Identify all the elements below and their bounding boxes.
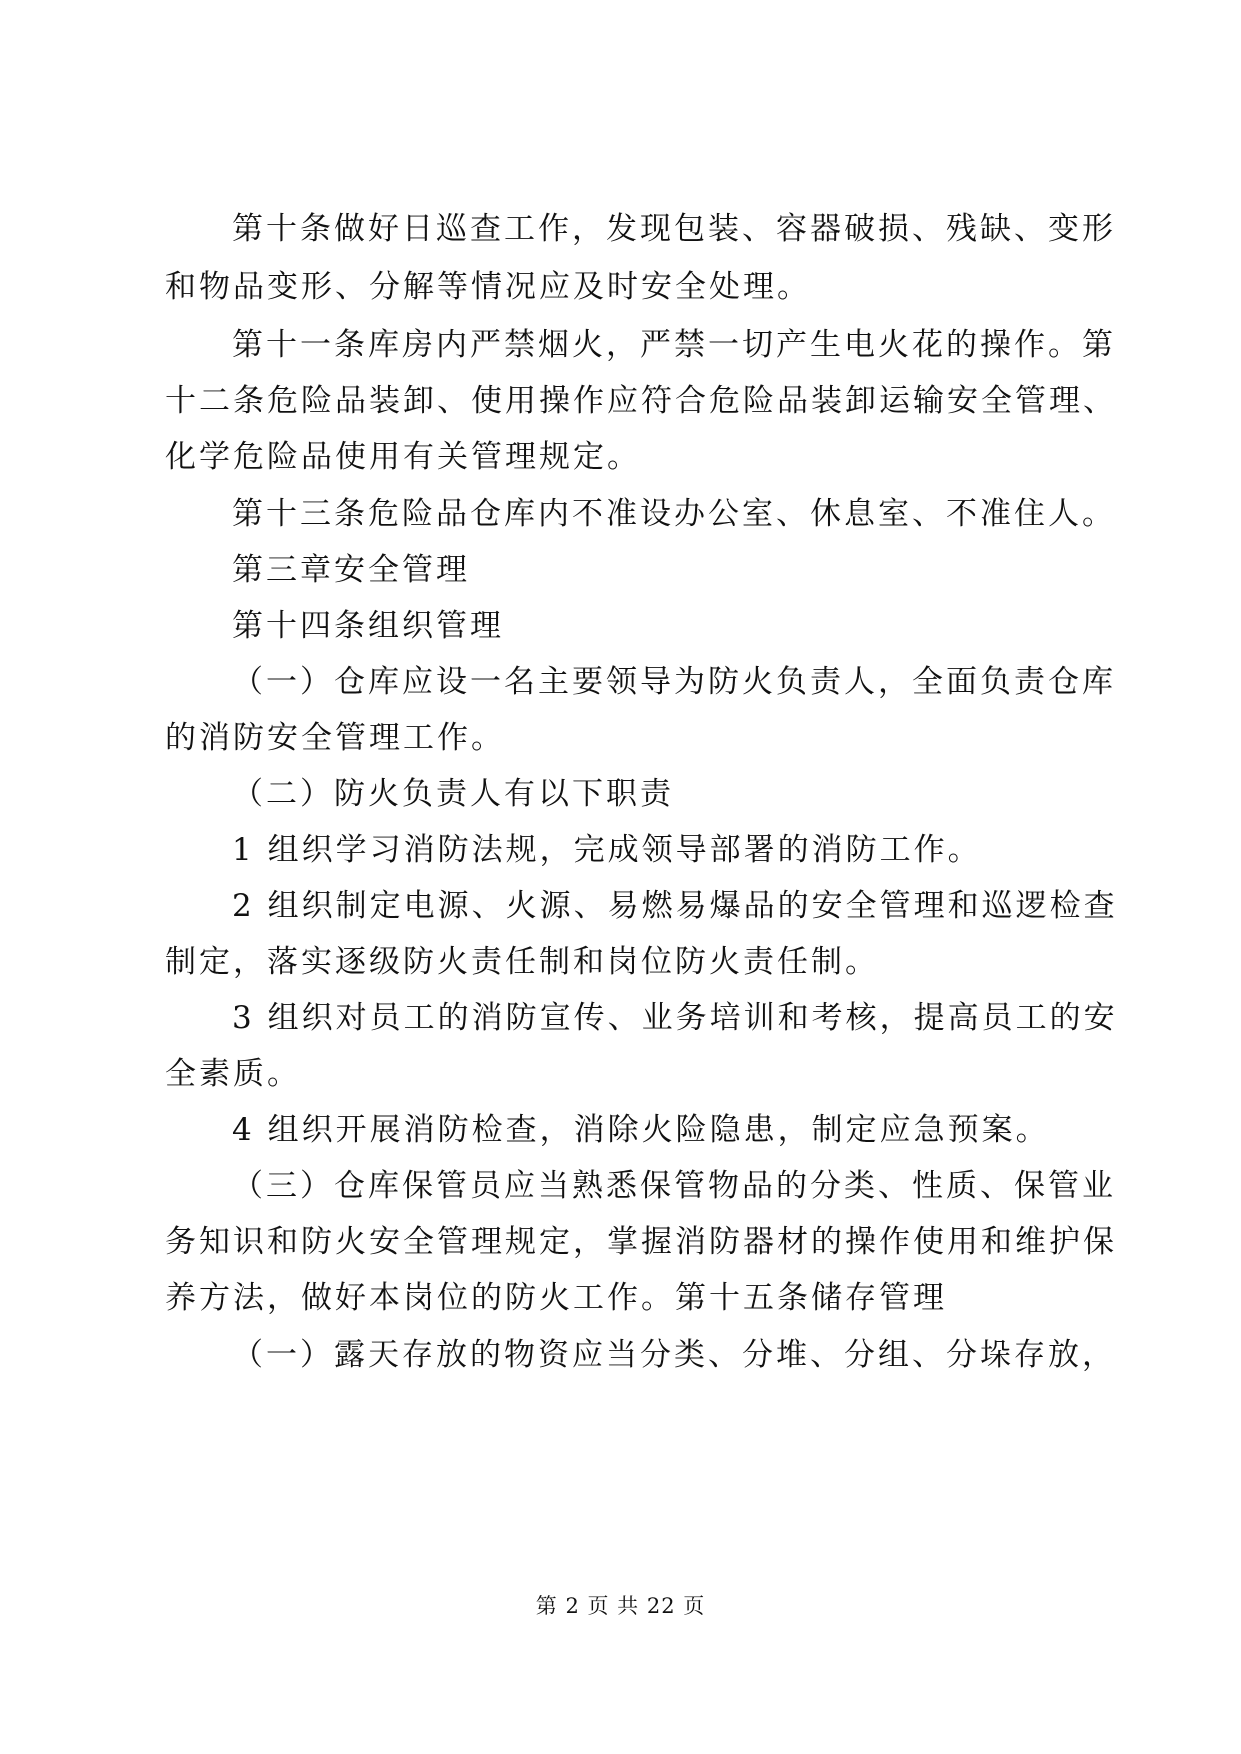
text-line-11: （二）防火负责人有以下职责 — [232, 776, 674, 812]
text-line-6: 第十三条危险品仓库内不准设办公室、休息室、不准住人。 — [232, 496, 1116, 532]
text-line-18: （三）仓库保管员应当熟悉保管物品的分类、性质、保管业 — [232, 1168, 1116, 1204]
text-line-19: 务知识和防火安全管理规定，掌握消防器材的操作使用和维护保 — [165, 1224, 1117, 1260]
text-line-4: 十二条危险品装卸、使用操作应符合危险品装卸运输安全管理、 — [165, 383, 1117, 419]
article-heading: 第十四条组织管理 — [232, 608, 504, 644]
chapter-heading: 第三章安全管理 — [232, 552, 470, 588]
text-line-20: 养方法，做好本岗位的防火工作。第十五条储存管理 — [165, 1280, 947, 1316]
text-line-10: 的消防安全管理工作。 — [165, 720, 505, 756]
text-line-2: 和物品变形、分解等情况应及时安全处理。 — [165, 269, 811, 305]
text-line-21: （一）露天存放的物资应当分类、分堆、分组、分垛存放， — [232, 1337, 1116, 1373]
page-number-footer: 第 2 页 共 22 页 — [535, 1594, 706, 1618]
text-line-5: 化学危险品使用有关管理规定。 — [165, 439, 641, 475]
text-line-17: 4 组织开展消防检查，消除火险隐患，制定应急预案。 — [232, 1112, 1050, 1148]
text-line-16: 全素质。 — [165, 1056, 301, 1092]
text-line-15: 3 组织对员工的消防宣传、业务培训和考核，提高员工的安 — [232, 1000, 1118, 1036]
text-line-12: 1 组织学习消防法规，完成领导部署的消防工作。 — [232, 832, 982, 868]
text-line-1: 第十条做好日巡查工作，发现包装、容器破损、残缺、变形 — [232, 211, 1116, 247]
text-line-13: 2 组织制定电源、火源、易燃易爆品的安全管理和巡逻检查 — [232, 888, 1118, 924]
text-line-9: （一）仓库应设一名主要领导为防火负责人，全面负责仓库 — [232, 664, 1116, 700]
text-line-14: 制定，落实逐级防火责任制和岗位防火责任制。 — [165, 944, 879, 980]
text-line-3: 第十一条库房内严禁烟火，严禁一切产生电火花的操作。第 — [232, 327, 1116, 363]
